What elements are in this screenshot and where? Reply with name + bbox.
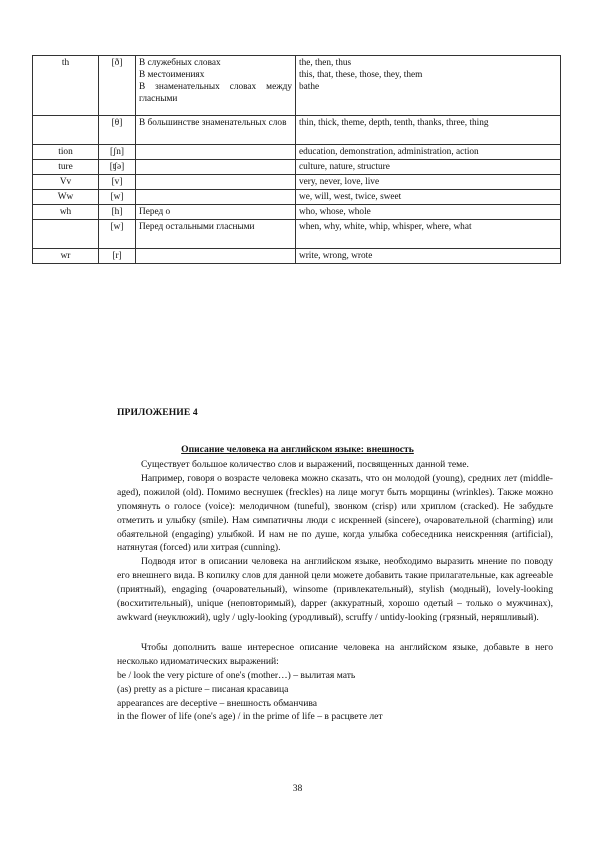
examples-cell: very, never, love, live xyxy=(296,175,561,190)
sound-cell: [ʃn] xyxy=(99,145,136,160)
paragraph: Чтобы дополнить ваше интересное описание человека на английском языке, добавьте в него несколько идиоматических выражений: xyxy=(117,641,553,667)
sound-cell: [h] xyxy=(99,205,136,220)
examples-cell: thin, thick, theme, depth, tenth, thanks, three, thing xyxy=(296,116,561,145)
letter-cell: Vv xyxy=(33,175,99,190)
letter-cell: wr xyxy=(33,249,99,264)
idiom-line: be / look the very picture of one's (mother…) – вылитая мать xyxy=(117,669,356,681)
examples-cell: the, then, thus this, that, these, those, they, them bathe xyxy=(296,56,561,116)
table-row xyxy=(33,56,561,116)
letter-cell: tion xyxy=(33,145,99,160)
letter-cell: th xyxy=(33,56,99,116)
rule-cell xyxy=(136,249,296,264)
table-row xyxy=(33,249,561,264)
letter-cell: wh xyxy=(33,205,99,220)
rule-cell xyxy=(136,160,296,175)
examples-cell: write, wrong, wrote xyxy=(296,249,561,264)
table-row xyxy=(33,175,561,190)
sound-cell: [w] xyxy=(99,220,136,249)
rule-cell xyxy=(136,145,296,160)
section-title: Описание человека на английском языке: внешность xyxy=(181,444,414,455)
idiom-line: appearances are deceptive – внешность обманчива xyxy=(117,697,318,709)
paragraph: Например, говоря о возрасте человека можно сказать, что он молодой (young), средних лет (middle-aged), пожилой (old). Помимо веснушек (freckles) на лице могут быть морщины (wrinkles). Также можно упомянуть о голосе (voice): мелодичном (tuneful), звонком (crisp) или хриплом (cracked). Не забудьте отметить и улыбку (smile). Нам симпатичны люди с искренней (sincere), очаровательной (charming) или обаятельной (engaging) улыбкой. И нам не по душе, когда улыбка собеседника неискренняя (artificial), натянутая (forced) или хитрая (cunning). xyxy=(117,472,553,554)
examples-cell: we, will, west, twice, sweet xyxy=(296,190,561,205)
sound-cell: [ð] xyxy=(99,56,136,116)
table-row xyxy=(33,160,561,175)
paragraph-spacer xyxy=(117,625,553,641)
sound-cell: [ʧə] xyxy=(99,160,136,175)
appendix-heading: ПРИЛОЖЕНИЕ 4 xyxy=(117,407,198,418)
sound-cell: [r] xyxy=(99,249,136,264)
rule-cell: Перед остальными гласными xyxy=(136,220,296,249)
examples-cell: who, whose, whole xyxy=(296,205,561,220)
paragraph: Существует большое количество слов и выражений, посвященных данной теме. xyxy=(141,459,469,470)
page-number: 38 xyxy=(292,783,303,794)
sound-cell: [v] xyxy=(99,175,136,190)
idiom-line: (as) pretty as a picture – писаная красавица xyxy=(117,683,289,695)
examples-cell: education, demonstration, administration, action xyxy=(296,145,561,160)
sound-cell: [w] xyxy=(99,190,136,205)
body-text xyxy=(117,458,553,724)
table-row xyxy=(33,205,561,220)
letter-cell xyxy=(33,220,99,249)
letter-cell: ture xyxy=(33,160,99,175)
letter-cell xyxy=(33,116,99,145)
table-row xyxy=(33,220,561,249)
table-row xyxy=(33,116,561,145)
letter-cell: Ww xyxy=(33,190,99,205)
rule-cell xyxy=(136,175,296,190)
rule-cell xyxy=(136,190,296,205)
table-row xyxy=(33,145,561,160)
rule-cell: В служебных словах В местоимениях В знаменательных словах между гласными xyxy=(136,56,296,116)
table-row xyxy=(33,190,561,205)
rule-cell: Перед о xyxy=(136,205,296,220)
pronunciation-table xyxy=(32,55,561,264)
paragraph: Подводя итог в описании человека на английском языке, необходимо выразить мнение по поводу его внешнего вида. В копилку слов для данной цели можете добавить такие прилагательные, как agreeable (приятный), engaging (очаровательный), winsome (привлекательный), stylish (модный), lovely-looking (восхитительный), unique (неповторимый), dapper (аккуратный, хорошо одетый – только о мужчинах), awkward (неуклюжий), ugly / ugly-looking (уродливый), scruffy / untidy-looking (грязный, неряшливый). xyxy=(117,556,553,623)
rule-cell: В большинстве знаменательных слов xyxy=(136,116,296,145)
idiom-line: in the flower of life (one's age) / in the prime of life – в расцвете лет xyxy=(117,711,383,723)
examples-cell: when, why, white, whip, whisper, where, what xyxy=(296,220,561,249)
examples-cell: culture, nature, structure xyxy=(296,160,561,175)
sound-cell: [θ] xyxy=(99,116,136,145)
